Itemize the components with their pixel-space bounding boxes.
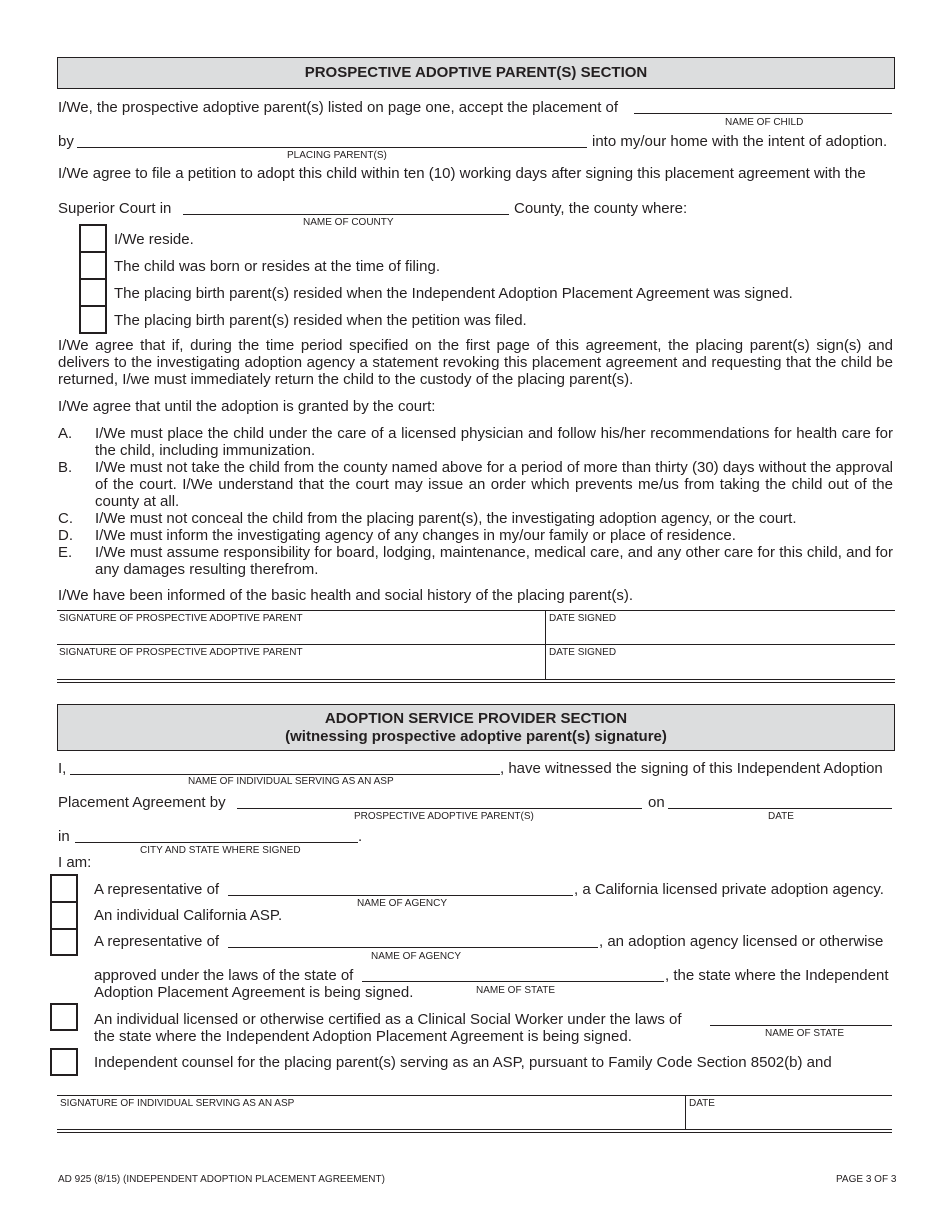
- county-where-text: County, the county where:: [514, 200, 688, 217]
- adoption-signed-text: Adoption Placement Agreement is being signed.: [94, 984, 414, 1001]
- condition-text: I/We must not conceal the child from the placing parent(s), the investigating adoption agency, or the court.: [95, 510, 797, 527]
- agency-name-field-2[interactable]: [228, 947, 598, 948]
- state-where-text: , the state where the Independent: [665, 967, 889, 984]
- ca-licensed-text: , a California licensed private adoption agency.: [574, 881, 884, 898]
- revoke-paragraph: I/We agree that if, during the time period specified on the first page of this agreement, the placing parent(s) sign(s) and delivers to the investigating adoption agency a statement revoking this placement agreement and requesting that the child be returned, I/we must immediately return the child to the custody of the placing parent(s).: [58, 337, 893, 388]
- clinical-line2: the state where the Independent Adoption Placement Agreement is being signed.: [94, 1028, 632, 1045]
- form-id: AD 925 (8/15) (INDEPENDENT ADOPTION PLACEMENT AGREEMENT): [58, 1174, 385, 1185]
- checkbox-individual-asp[interactable]: [50, 901, 78, 928]
- superior-court-text: Superior Court in: [58, 200, 172, 217]
- pap-line3: I/We agree to file a petition to adopt this child within ten (10) working days after signing this placement agreement with the: [58, 165, 866, 182]
- child-name-caption: NAME OF CHILD: [725, 117, 804, 128]
- condition-text: I/We must not take the child from the county named above for a period of more than thirty (30) days without the approval of the court. I/We understand that the court may issue an order which prevents me/us from taking the child out of the county at all.: [95, 459, 893, 510]
- period-text: .: [358, 828, 363, 845]
- asp-witnessed: , have witnessed the signing of this Independent Adoption: [500, 760, 883, 777]
- state-field[interactable]: [362, 981, 664, 982]
- witness-date-field[interactable]: [668, 808, 892, 809]
- county-caption: NAME OF COUNTY: [303, 217, 394, 228]
- signature-label: SIGNATURE OF PROSPECTIVE ADOPTIVE PARENT: [59, 647, 303, 658]
- checkbox-parent-resided-petition[interactable]: [79, 305, 107, 334]
- state-caption: NAME OF STATE: [476, 985, 556, 996]
- condition-text: I/We must assume responsibility for board, lodging, maintenance, medical care, and any other care for this child, and for any damages resulting therefrom.: [95, 544, 893, 578]
- option-parent-resided-agreement: The placing birth parent(s) resided when the Independent Adoption Placement Agreement was signed.: [114, 285, 793, 302]
- checkbox-other-state-agency[interactable]: [50, 928, 78, 956]
- condition-letter: C.: [58, 510, 73, 527]
- asp-section-header: [57, 704, 895, 751]
- rep-of-text: A representative of: [94, 881, 220, 898]
- date-caption: DATE: [768, 811, 794, 822]
- clinical-state-caption: NAME OF STATE: [765, 1028, 845, 1039]
- pap-by: by: [58, 133, 74, 150]
- pap-line1: I/We, the prospective adoptive parent(s) listed on page one, accept the placement of: [58, 99, 619, 116]
- signature-label: SIGNATURE OF PROSPECTIVE ADOPTIVE PARENT: [59, 613, 303, 624]
- condition-letter: A.: [58, 425, 73, 442]
- until-granted-text: I/We agree that until the adoption is granted by the court:: [58, 398, 436, 415]
- agency-caption-2: NAME OF AGENCY: [371, 951, 462, 962]
- option-child-born: The child was born or resides at the time of filing.: [114, 258, 440, 275]
- approved-laws-text: approved under the laws of the state of: [94, 967, 354, 984]
- checkbox-clinical-social-worker[interactable]: [50, 1003, 78, 1031]
- checkbox-child-born[interactable]: [79, 251, 107, 278]
- placement-by-text: Placement Agreement by: [58, 794, 226, 811]
- asp-signature-label: SIGNATURE OF INDIVIDUAL SERVING AS AN ASP: [60, 1098, 295, 1109]
- placing-parent-field[interactable]: [77, 147, 587, 148]
- in-text: in: [58, 828, 70, 845]
- condition-text: I/We must inform the investigating agency of any changes in my/our family or place of residence.: [95, 527, 736, 544]
- checkbox-independent-counsel[interactable]: [50, 1048, 78, 1076]
- date-label: DATE SIGNED: [549, 647, 617, 658]
- condition-letter: D.: [58, 527, 73, 544]
- asp-i: I,: [58, 760, 67, 777]
- condition-letter: E.: [58, 544, 73, 561]
- i-am-text: I am:: [58, 854, 92, 871]
- clinical-line1: An individual licensed or otherwise certified as a Clinical Social Worker under the laws of: [94, 1011, 682, 1028]
- rep-of-text-2: A representative of: [94, 933, 220, 950]
- pap-header-text: PROSPECTIVE ADOPTIVE PARENT(S) SECTION: [304, 64, 648, 81]
- condition-letter: B.: [58, 459, 73, 476]
- individual-ca-text: An individual California ASP.: [94, 907, 283, 924]
- checkbox-parent-resided-agreement[interactable]: [79, 278, 107, 305]
- placing-parent-caption: PLACING PARENT(S): [287, 150, 387, 161]
- checkbox-reside[interactable]: [79, 224, 107, 251]
- city-state-caption: CITY AND STATE WHERE SIGNED: [140, 845, 301, 856]
- on-text: on: [648, 794, 665, 811]
- pap-name-field[interactable]: [237, 808, 642, 809]
- option-reside: I/We reside.: [114, 231, 194, 248]
- checkbox-ca-agency[interactable]: [50, 874, 78, 901]
- page-number: PAGE 3 OF 3: [836, 1174, 897, 1185]
- informed-text: I/We have been informed of the basic health and social history of the placing parent(s).: [58, 587, 634, 604]
- clinical-state-field[interactable]: [710, 1025, 892, 1026]
- asp-header-line1: ADOPTION SERVICE PROVIDER SECTION: [324, 710, 628, 727]
- option-parent-resided-petition: The placing birth parent(s) resided when the petition was filed.: [114, 312, 527, 329]
- counsel-text: Independent counsel for the placing parent(s) serving as an ASP, pursuant to Family Code Section 8502(b) and: [94, 1054, 832, 1071]
- condition-text: I/We must place the child under the care of a licensed physician and follow his/her recommendations for health care for the child, including immunization.: [95, 425, 893, 459]
- pap-section-header: [57, 57, 895, 89]
- asp-header-line2: (witnessing prospective adoptive parent(s) signature): [285, 728, 667, 745]
- child-name-field[interactable]: [634, 113, 892, 114]
- agency-caption: NAME OF AGENCY: [357, 898, 448, 909]
- date-label: DATE SIGNED: [549, 613, 617, 624]
- asp-date-label: DATE: [689, 1098, 715, 1109]
- asp-date-field[interactable]: [686, 1096, 892, 1129]
- asp-name-field[interactable]: [70, 774, 500, 775]
- city-state-field[interactable]: [75, 842, 358, 843]
- pap-line2-end: into my/our home with the intent of adoption.: [592, 133, 888, 150]
- agency-name-field[interactable]: [228, 895, 573, 896]
- pap-caption: PROSPECTIVE ADOPTIVE PARENT(S): [354, 811, 534, 822]
- asp-name-caption: NAME OF INDIVIDUAL SERVING AS AN ASP: [188, 776, 394, 787]
- county-field[interactable]: [183, 214, 509, 215]
- licensed-otherwise-text: , an adoption agency licensed or otherwise: [599, 933, 884, 950]
